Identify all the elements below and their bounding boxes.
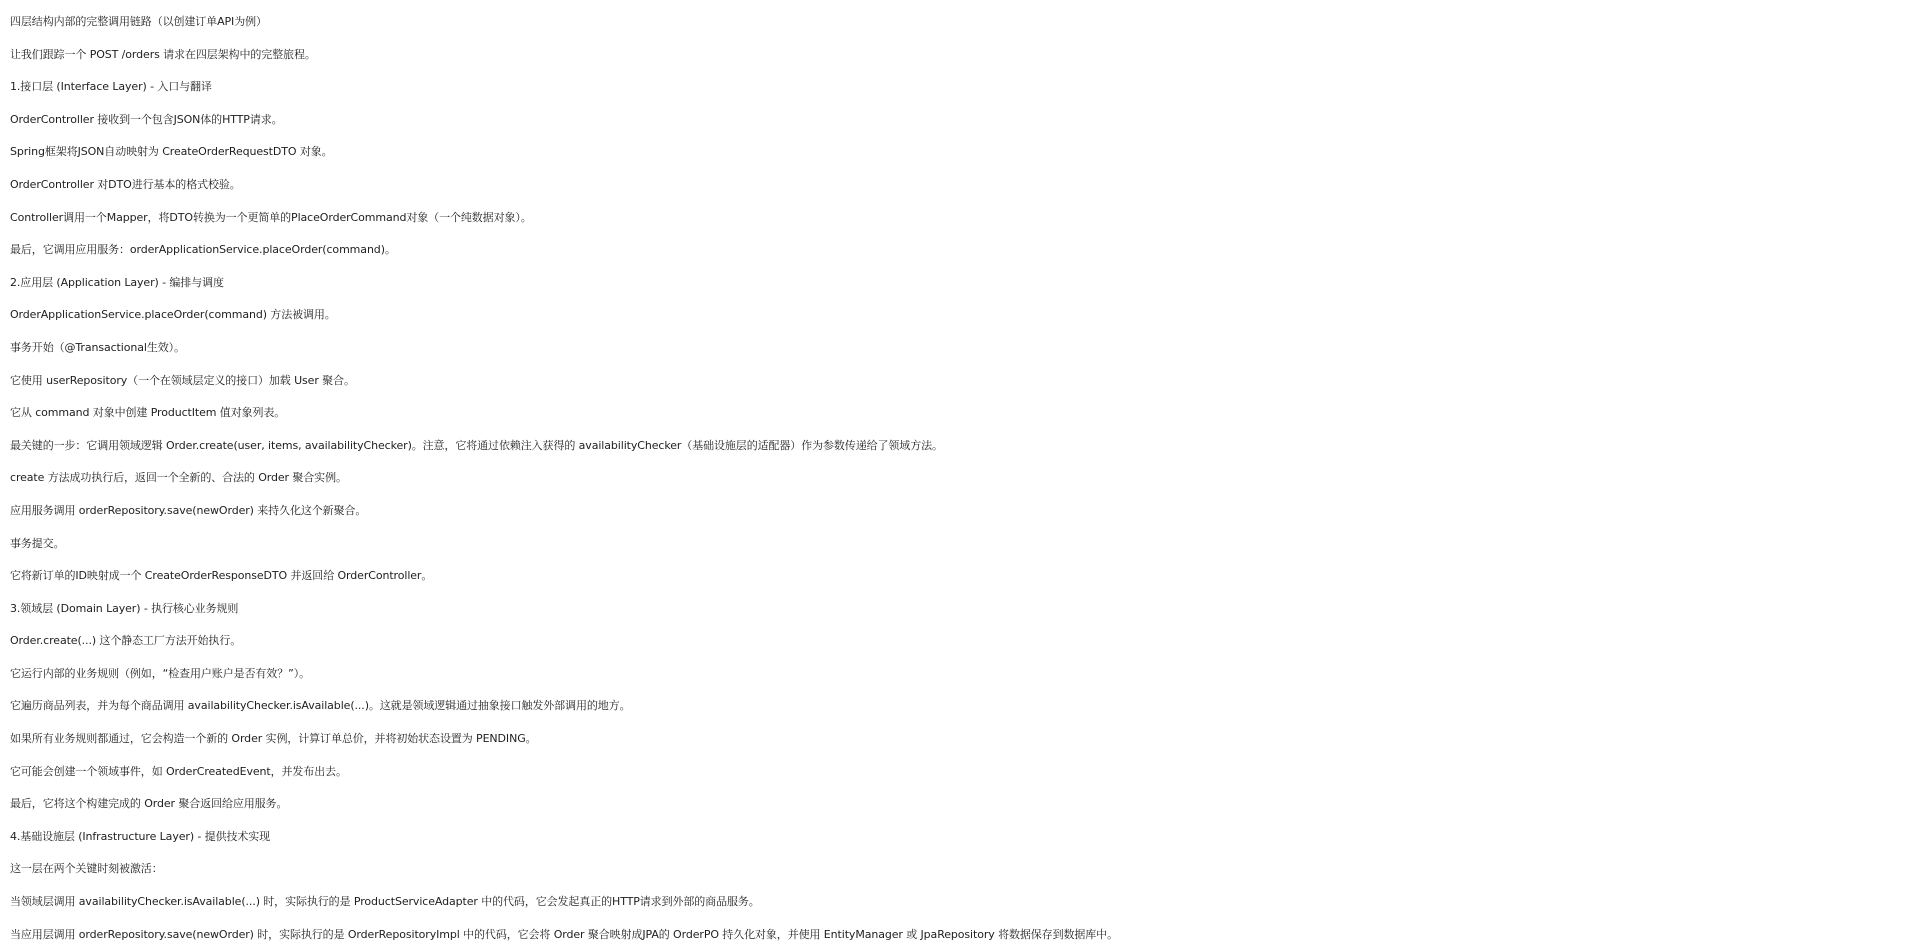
text-line: 它将新订单的ID映射成一个 CreateOrderResponseDTO 并返回给 OrderController。 [10, 569, 433, 583]
text-line: OrderApplicationService.placeOrder(command) 方法被调用。 [10, 308, 336, 322]
text-line: 它可能会创建一个领域事件，如 OrderCreatedEvent，并发布出去。 [10, 764, 347, 778]
text-line: Spring框架将JSON自动映射为 CreateOrderRequestDTO 对象。 [10, 145, 333, 159]
doc-title: 四层结构内部的完整调用链路（以创建订单API为例） [10, 15, 267, 28]
text-line: OrderController 对DTO进行基本的格式校验。 [10, 177, 241, 191]
text-line: 它从 command 对象中创建 ProductItem 值对象列表。 [10, 406, 286, 420]
text-line: OrderController 接收到一个包含JSON体的HTTP请求。 [10, 112, 283, 126]
text-line: 这一层在两个关键时刻被激活： [10, 862, 163, 876]
text-line: 最关键的一步：它调用领域逻辑 Order.create(user, items, availabilityChecker)。注意，它将通过依赖注入获得的 availabilityChecker（基础设施层的适配器）作为参数传递给了领域方法。 [10, 438, 943, 452]
section-heading-application-layer: 2.应用层 (Application Layer) - 编排与调度 [10, 275, 224, 289]
section-heading-infrastructure-layer: 4.基础设施层 (Infrastructure Layer) - 提供技术实现 [10, 829, 271, 843]
text-line: 事务提交。 [10, 536, 65, 550]
document-body [10, 6, 1915, 951]
text-line: 如果所有业务规则都通过，它会构造一个新的 Order 实例，计算订单总价，并将初始状态设置为 PENDING。 [10, 732, 537, 746]
text-line: Controller调用一个Mapper，将DTO转换为一个更简单的PlaceOrderCommand对象（一个纯数据对象）。 [10, 210, 532, 224]
text-line: 它使用 userRepository（一个在领域层定义的接口）加载 User 聚合。 [10, 373, 355, 387]
text-line: 事务开始（@Transactional生效）。 [10, 340, 185, 354]
text-line: 当应用层调用 orderRepository.save(newOrder) 时，实际执行的是 OrderRepositoryImpl 中的代码，它会将 Order 聚合映射成JPA的 OrderPO 持久化对象，并使用 EntityManager 或 JpaRepository 将数据保存到数据库中。 [10, 927, 1118, 941]
text-line: 它遍历商品列表，并为每个商品调用 availabilityChecker.isAvailable(...)。这就是领域逻辑通过抽象接口触发外部调用的地方。 [10, 699, 631, 713]
text-line: Order.create(...) 这个静态工厂方法开始执行。 [10, 634, 242, 648]
doc-intro: 让我们跟踪一个 POST /orders 请求在四层架构中的完整旅程。 [10, 47, 316, 61]
text-line: 最后，它调用应用服务：orderApplicationService.placeOrder(command)。 [10, 243, 396, 257]
text-line: 它运行内部的业务规则（例如，“检查用户账户是否有效？”）。 [10, 666, 310, 680]
text-line: create 方法成功执行后，返回一个全新的、合法的 Order 聚合实例。 [10, 471, 347, 485]
text-line: 当领域层调用 availabilityChecker.isAvailable(...) 时，实际执行的是 ProductServiceAdapter 中的代码，它会发起真正的HTTP请求到外部的商品服务。 [10, 895, 760, 909]
text-line: 应用服务调用 orderRepository.save(newOrder) 来持久化这个新聚合。 [10, 503, 367, 517]
section-heading-domain-layer: 3.领域层 (Domain Layer) - 执行核心业务规则 [10, 601, 239, 615]
text-line: 最后，它将这个构建完成的 Order 聚合返回给应用服务。 [10, 797, 288, 811]
section-heading-interface-layer: 1.接口层 (Interface Layer) - 入口与翻译 [10, 80, 212, 94]
